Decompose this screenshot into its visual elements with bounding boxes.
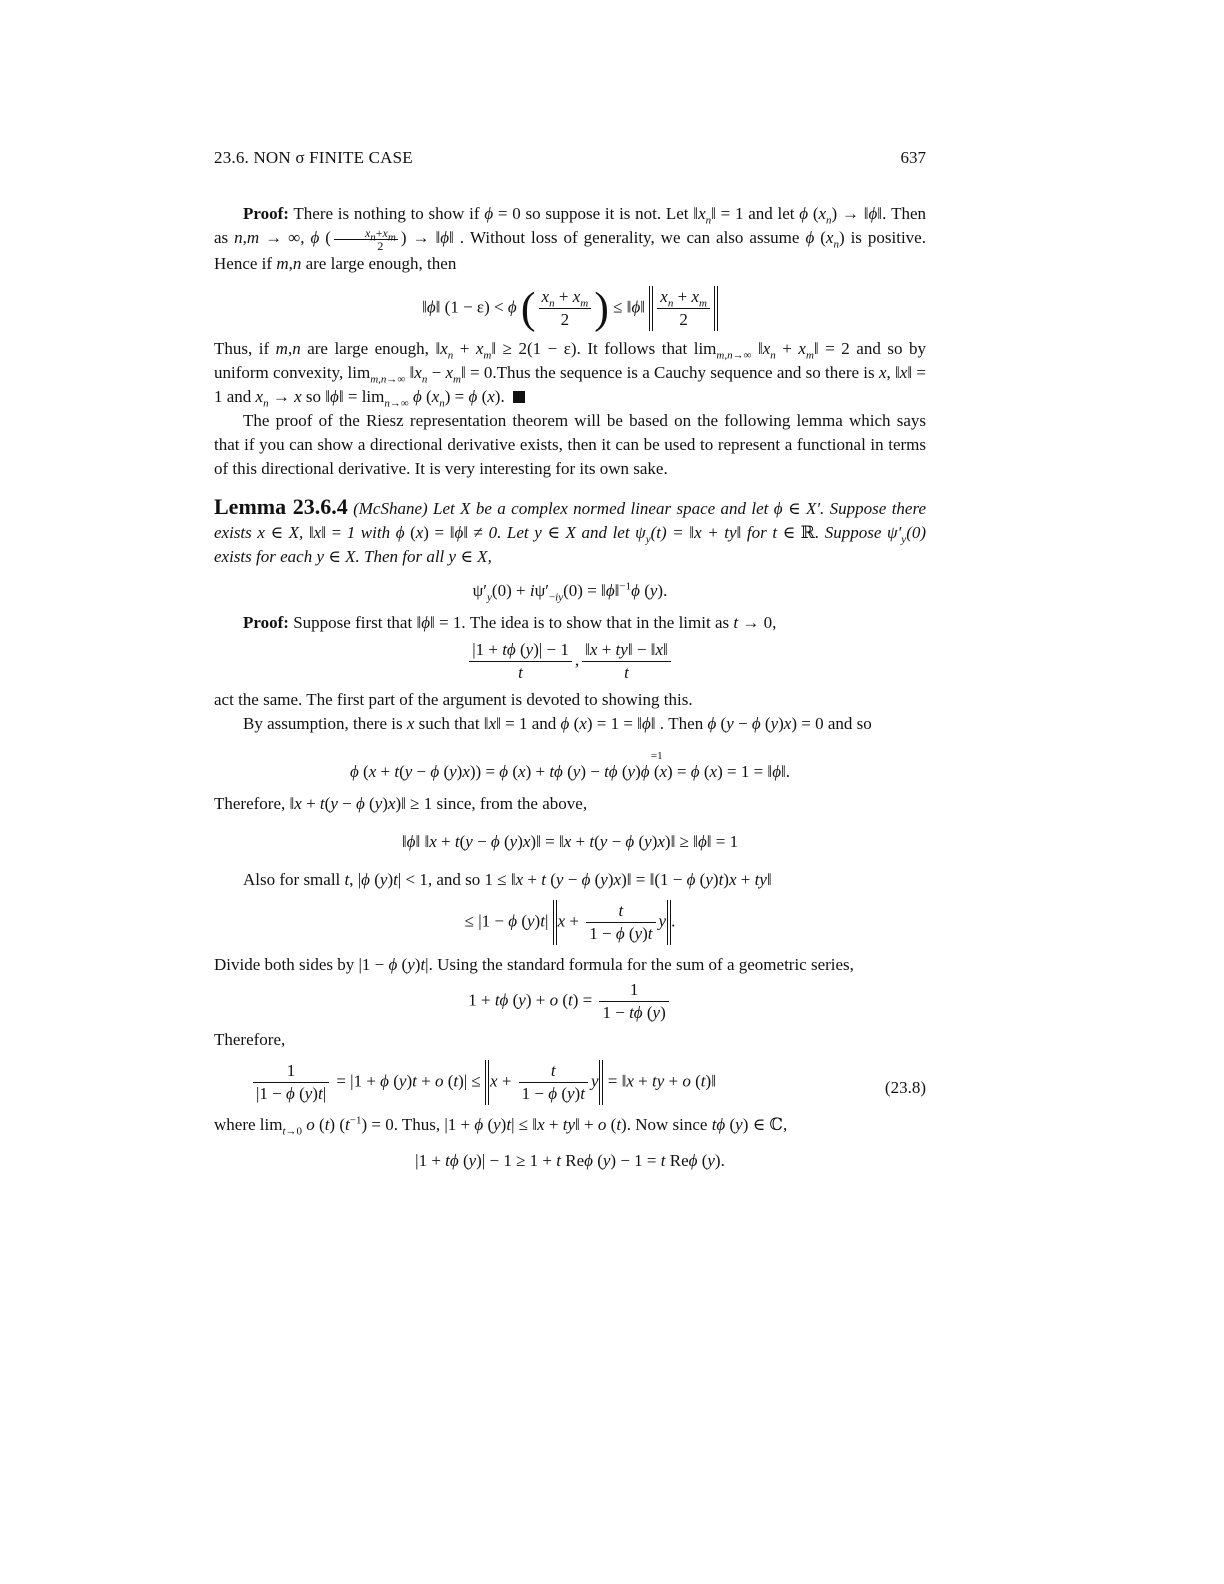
equation-le: ≤ |1 − ϕ (y)t| x + $\frac{t}{1 - \phi (y)t}$ y . [464, 900, 676, 943]
equation-last: |1 + tϕ (y)| − 1 ≥ 1 + t Reϕ (y) − 1 = t Reϕ (y). [415, 1150, 725, 1170]
proof-paragraph-2: Proof: Suppose first that ‖ϕ‖ = 1. The idea is to show that in the limit as t → 0, [243, 612, 777, 632]
qed-square-icon [513, 391, 525, 403]
equation-geometric: 1 + tϕ (y) + o (t) = $\frac{1}{1 - t\phi (y)}$ [214, 979, 926, 1024]
paragraph-therefore-1: Therefore, ‖x + t(y − ϕ (y)x)‖ ≥ 1 since, from the above, [214, 793, 588, 813]
equation-phi: ϕ (x + t(y − ϕ (y)x)) = ϕ (x) + tϕ (y) − tϕ (y) =1 ϕ (x) = ϕ (x) = 1 = ‖ϕ‖. [214, 760, 926, 784]
paragraph-riesz: The proof of the Riesz representation theorem will be based on the following lemma which says that if you can show a directional derivative exists, then it can be used to represent a functional in terms of this directional derivative. It is very interesting for its own sake. [214, 410, 926, 478]
proof-label-2: Proof: [243, 612, 289, 632]
equation-number: (23.8) [884, 1077, 926, 1097]
paragraph-divide: Divide both sides by |1 − ϕ (y)t|. Using the standard formula for the sum of a geometric series, [214, 954, 854, 974]
equation-pair: $\frac{|1 + t\phi (y)| - 1}{t}$ , $\frac{‖x + ty‖ - ‖x‖}{t}$ [214, 639, 926, 684]
running-header [214, 148, 926, 172]
equation-lemma: $\psi'_y(0) + i\psi'_{-iy}(0)$ = ‖ϕ‖$^{-1}$ϕ (y). [472, 579, 668, 603]
page [214, 148, 926, 1173]
paragraph-small: Also for small t, |ϕ (y)t| < 1, and so 1 ≤ ‖x + t (y − ϕ (y)x)‖ = ‖(1 − ϕ (y)t)x + ty‖ [243, 869, 772, 889]
paragraph-act: act the same. The first part of the argument is devoted to showing this. [214, 689, 693, 709]
lemma-statement: Lemma 23.6.4 (McShane) Let X be a complex normed linear space and let ϕ ∈ X′. Suppose there exists x ∈ X, ‖x‖ = 1 with ϕ (x) = ‖ϕ‖ ≠ 0. Let y ∈ X and let $\psi_y(t)$ = ‖x + ty‖ for t ∈ ℝ. Suppose $\psi'_y(0)$ exists for each y ∈ X. Then for all y ∈ X, [214, 493, 927, 566]
section-title: 23.6. NON σ FINITE CASE [214, 148, 413, 167]
proof-paragraph: Proof: There is nothing to show if ϕ = 0 so suppose it is not. Let $‖x_n‖ = 1$ and let ϕ $(x_n)$ → ‖ϕ‖. Then as n,m → ∞, ϕ ( $\frac{x_n+x_m}{2}$ ) → ‖ϕ‖ . Without loss of generality, we can also assume ϕ $(x_n)$ is positive. Hence if m,n are large enough, then [214, 204, 926, 273]
page-number: 637 [900, 148, 926, 167]
proof-label: Proof: [243, 204, 289, 223]
paragraph-therefore-2: Therefore, [214, 1029, 286, 1049]
equation-23-8: $\frac{1}{|1 - \phi (y)t|}$ = |1 + ϕ (y)t + o (t)| ≤ x + $\frac{t}{1 - \phi (y)t}$ y = ‖x + ty + o (t)‖ (23.8) [214, 1060, 926, 1105]
overset-label: =1 [650, 749, 663, 762]
lemma-title: Lemma 23.6.4 [214, 493, 348, 519]
paragraph-where: where $\lim_{t\to 0} o$ (t) $(t^{-1}) = 0$. Thus, |1 + ϕ (y)t| ≤ ‖x + ty‖ + o (t). Now since tϕ (y) ∈ ℂ, [214, 1113, 788, 1137]
equation-norm: ‖ϕ‖ ‖x + t(y − ϕ (y)x)‖ = ‖x + t(y − ϕ (y)x)‖ ≥ ‖ϕ‖ = 1 [401, 831, 739, 851]
equation-bound: ‖ϕ‖ (1 − ε) < ϕ ( $\frac{x_n + x_m}{2}$ ) ≤ ‖ϕ‖ $\frac{x_n + x_m}{2}$ [214, 286, 926, 331]
paragraph-thus: Thus, if m,n are large enough, $‖x_n$ + $x_m‖ \ge 2(1 - \varepsilon)$. It follows that $\lim_{m,n\to\infty}$ $‖x_n$ + $x_m‖ = 2$ and so by uniform convexity, $\lim_{m,n\to\infty}$ $‖x_n$ − $x_m‖$ = 0.Thus the sequence is a Cauchy sequence and so there is x, ‖x‖ = 1 and $x_n \to x$ so ‖ϕ‖ = $\lim_{n\to\infty} \phi$ $(x_n) = \phi$ (x). [214, 338, 926, 409]
paragraph-assumption: By assumption, there is x such that ‖x‖ = 1 and ϕ (x) = 1 = ‖ϕ‖ . Then ϕ (y − ϕ (y)x) = 0 and so [243, 713, 872, 733]
